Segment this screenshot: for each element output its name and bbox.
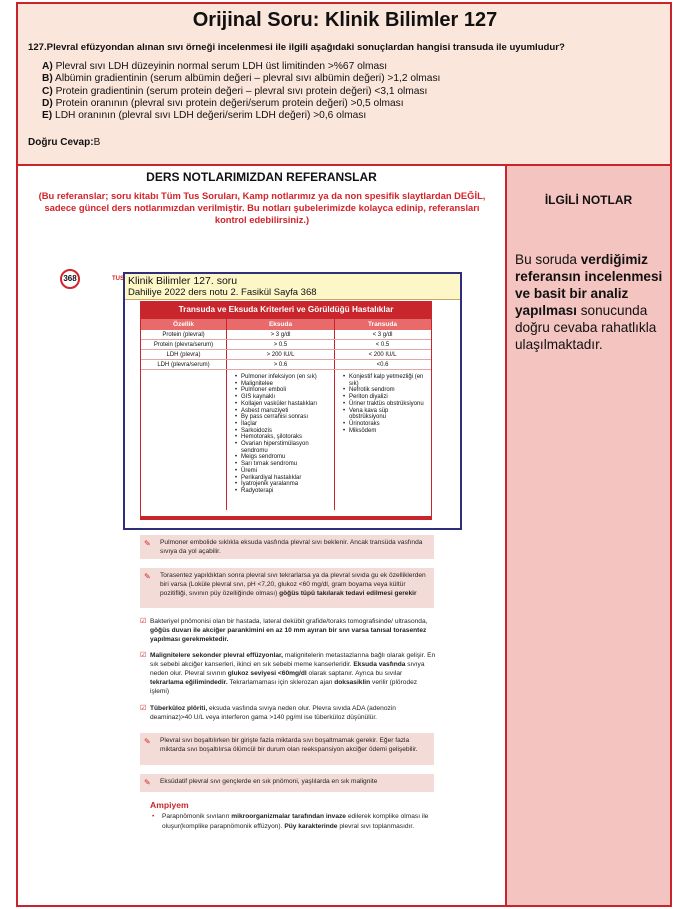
list-item: • Pulmoner emboli: [241, 387, 331, 394]
ampiyem-item: • Parapnömonik sıvıların mikroorganizmalar tarafından invaze edilerek komplike olması ile oluşur(komplike parapnömonik effüzyon). Püy karakterinde plevral sıvı toplanmasıdır.: [152, 813, 429, 830]
list-item: • Pulmoner infeksiyon (en sık): [241, 374, 331, 381]
list-item: • Radyoterapi: [241, 488, 331, 495]
list-item: • Nefrotik sendrom: [349, 387, 427, 394]
list-item: • Ovarian hiperstimülasyon sendromu: [241, 441, 331, 454]
list-item: • By pass cerrahisi sonrası: [241, 414, 331, 421]
table-row: Protein (plevral) > 3 g/dl < 3 g/dl: [141, 330, 431, 340]
correct-answer: Doğru Cevap:B: [28, 137, 101, 148]
note-icon: ✎: [144, 778, 151, 787]
table-title: Transuda ve Eksuda Kriterleri ve Görüldüğü Hastalıklar: [141, 301, 431, 319]
list-item: • Sarı tırnak sendromu: [241, 461, 331, 468]
check-item: ☑ Bakteriyel pnömonisi olan bir hastada, lateral dekübit grafide/toraks tomografisinde/ ultrasonda, göğüs duvarı ile akciğer parankimini en az 10 mm ayıran bir sıvı varsa tanısal torasentez yapılması gerekmektedir.: [140, 618, 428, 643]
list-item: • Asbest maruziyeti: [241, 408, 331, 415]
question-text: 127.Plevral efüzyondan alınan sıvı örneği incelenmesi ile ilgili aşağıdaki sonuçlardan hangisi transuda ile uyumludur?: [28, 42, 565, 53]
list-item: • Kollajen vasküler hastalıkları: [241, 401, 331, 408]
ampiyem-heading: Ampiyem: [150, 800, 189, 810]
option-b: B) Albümin gradientinin (serum albümin değeri – plevral sıvı albümin değeri) >1,2 olması: [42, 73, 441, 85]
option-c: C) Protein gradientinin (serum protein değeri – plevral sıvı protein değeri) <3,1 olması: [42, 85, 428, 97]
note-icon: ✎: [144, 539, 151, 548]
list-item: • Miksödem: [349, 428, 427, 435]
list-item: • Meigs sendromu: [241, 454, 331, 461]
note-box: ✎ Pulmoner embolide sıklıkla eksuda vasfında plevral sıvı beklenir. Ancak transüda vasfında sıvıya da yol açabilir.: [140, 535, 434, 559]
list-item: • Malignitelee: [241, 381, 331, 388]
list-item: • Konjestif kalp yetmezliği (en sık): [349, 374, 427, 387]
list-item: • Perikardiyal hastalıklar: [241, 475, 331, 482]
table-row: Protein (plevra/serum) > 0.5 < 0.5: [141, 340, 431, 350]
note-box: ✎ Plevral sıvı boşaltılırken bir girişte fazla miktarda sıvı boşaltmamak gerekir. Eğer fazla miktarda sıvı boşaltılırsa ölümcül bir durum olan reekspansiyon akciğer ödemi gelişebilir.: [140, 733, 434, 765]
references-subtitle: (Bu referanslar; soru kitabı Tüm Tus Soruları, Kamp notlarımız ya da non spesifik slaytlardan DEĞİL, sadece güncel ders notlarımızdan verilmiştir. Bu notları şubelerimizde kolayca edinip, referansları kontrol edebilirsiniz.): [38, 190, 486, 225]
list-item: • Üriner traktüs obstrüksiyonu: [349, 401, 427, 408]
checkbox-icon: ☑: [140, 705, 147, 712]
list-item: • Üremi: [241, 468, 331, 475]
page-title: Orijinal Soru: Klinik Bilimler 127: [192, 9, 498, 31]
table-header: Özellik Eksuda Transuda: [141, 319, 431, 330]
checkbox-icon: ☑: [140, 652, 147, 659]
note-icon: ✎: [144, 737, 151, 746]
option-a: A) Plevral sıvı LDH düzeyinin normal serum LDH üst limitinden >%67 olması: [42, 61, 388, 72]
list-item: • Sarkoidozis: [241, 428, 331, 435]
references-title: DERS NOTLARIMIZDAN REFERANSLAR: [146, 170, 377, 184]
check-item: ☑ Tüberküloz plöriti, eksuda vasfında sıvıya neden olur. Plevra sıvıda ADA (adenozin deaminaz)>40 U/L veya interferon gama >140 pg/ml ise tüberküloz düşünülür.: [140, 705, 396, 721]
note-box: ✎ Eksüdatif plevral sıvı gençlerde en sık pnömoni, yaşlılarda en sık malignite: [140, 774, 434, 792]
table-row: LDH (plevra/serum) > 0.6 <0.6: [141, 360, 431, 370]
list-item: • Periton diyalizi: [349, 394, 427, 401]
checkbox-icon: ☑: [140, 618, 147, 625]
list-item: • İyatrojenik yaralanma: [241, 481, 331, 488]
book-header: TUS: [112, 276, 124, 282]
notes-title: İLGİLİ NOTLAR: [544, 193, 633, 207]
list-item: • Ürinotoraks: [349, 421, 427, 428]
list-item: • Vena kava süp obstrüksiyonu: [349, 408, 427, 421]
check-item: ☑ Malignitelere sekonder plevral effüzyonlar, malignitelerin metastazlarına bağlı olarak gelişir. En sık sebebi akciğer kanserleri, ikinci en sık sebebi meme kanserleridir. Eksuda vasfında sıvıya neden olur. Plevral sıvının glukoz seviyesi <60mg/dl olarak saptanır. Ayrıca bu sıvılar tekrarlama eğilimindedir. Tekrarlamaması için sklerozan ajan doksasiklin verilir (plörodez işlemi): [140, 652, 436, 695]
option-d: D) Protein oranının (plevral sıvı protein değeri/serum protein değeri) >0,5 olması: [42, 97, 404, 109]
reference-highlight-box: [123, 272, 462, 530]
reference-label: Klinik Bilimler 127. soru Dahiliye 2022 ders notu 2. Fasikül Sayfa 368: [125, 274, 460, 300]
list-item: • GIS kaynaklı: [241, 394, 331, 401]
table-row: LDH (plevra) > 200 IU/L < 200 IU/L: [141, 350, 431, 360]
notes-text: Bu soruda verdiğimiz referansın incelenmesi ve basit bir analiz yapılması sonucunda doğru cevaba rahatlıkla ulaşılmaktadır.: [515, 252, 663, 352]
answer-value: B: [93, 137, 101, 148]
page-number-badge: 368: [60, 269, 80, 289]
bullet-icon: •: [152, 813, 155, 820]
note-box: ✎ Torasentez yapıldıktan sonra plevral sıvı tekrarlarsa ya da plevral sıvıda gu ek özelliklerden biri varsa (Loküle plevral sıvı, pH <7,20, glukoz <60 mg/dl, gram boyama veya kültür pozitifliği, sıvının püy özelliğinde olması) göğüs tüpü takılarak tedavi edilmesi gerekir: [140, 568, 434, 608]
options-list: [42, 61, 440, 122]
note-icon: ✎: [144, 572, 151, 581]
option-e: E) LDH oranının (plevral sıvı LDH değeri/serim LDH değeri) >0,6 olması: [42, 110, 367, 122]
list-item: • İlaçlar: [241, 421, 331, 428]
list-item: • Hemotoraks, şilotoraks: [241, 434, 331, 441]
